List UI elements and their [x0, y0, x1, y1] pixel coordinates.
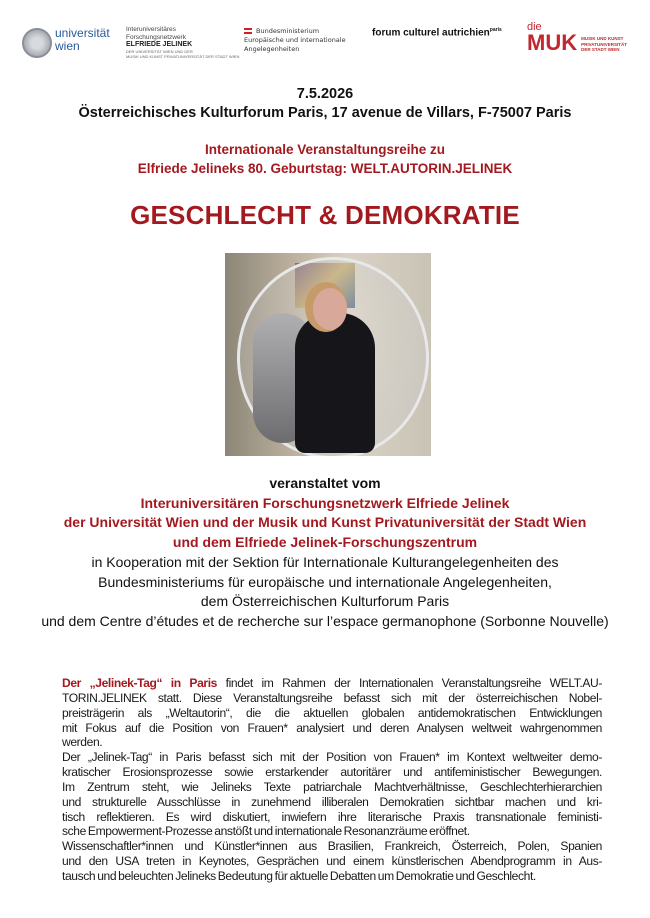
text-line: Der „Jelinek-Tag“ in Paris befasst sich mit der Position von Frauen* im Kontext weltweiter demo- — [62, 750, 602, 765]
logo-text: Angelegenheiten — [244, 45, 300, 53]
logo-text: Bundesministerium — [256, 27, 320, 35]
text-line: sche Empowerment-Prozesse anstößt und internationale Resonanzräume eröffnet. — [62, 824, 470, 839]
description — [62, 676, 602, 884]
logo-forschungsnetzwerk — [126, 26, 239, 59]
series-subtitle — [0, 141, 650, 178]
text-line — [62, 676, 602, 691]
text-line: und den USA treten in Keynotes, Gesprächen und einem künstlerischen Abendprogramm in Aus- — [62, 854, 602, 869]
logo-text: Europäische und internationale — [244, 36, 346, 44]
logo-text: ELFRIEDE JELINEK — [126, 41, 193, 48]
text-line: mit Fokus auf die Position von Frauen* analysiert und deren Analysen weltweit wahrgenommen — [62, 720, 602, 735]
text-line: werden. — [62, 735, 103, 750]
logo-text: DER UNIVERSITÄT WIEN UND DER — [126, 48, 193, 54]
text-line: preisträgerin als „Weltautorin“, die die aktuellen globalen antidemokratischen Entwicklungen — [62, 705, 602, 720]
lead-text: Der „Jelinek-Tag“ in Paris — [62, 676, 217, 690]
austrian-flag-icon — [244, 28, 252, 34]
series-line: Internationale Veranstaltungsreihe zu — [204, 142, 446, 157]
logo-universitaet-wien — [55, 27, 121, 53]
cooperation-line: Bundesministeriums für europäische und internationale Angelegenheiten, — [98, 573, 552, 590]
logo-bar — [0, 22, 650, 66]
logo-text: MUK — [527, 30, 578, 55]
text-line: Wissenschaftler*innen und Künstler*innen aus Brasilien, Frankreich, Österreich, Polen, Spanien — [62, 839, 602, 854]
figure-body — [295, 313, 375, 453]
page-title: GESCHLECHT & DEMOKRATIE — [130, 200, 520, 230]
logo-text: forum culturel autrichien — [372, 27, 490, 39]
series-line: Elfriede Jelineks 80. Geburtstag: WELT.AUTORIN.JELINEK — [137, 160, 513, 176]
logo-text: PRIVATUNIVERSITÄT — [581, 41, 627, 47]
organizer-line: Interuniversitären Forschungsnetzwerk Elfriede Jelinek — [140, 494, 510, 511]
cooperation-line: in Kooperation mit der Sektion für Internationale Kulturangelegenheiten des — [91, 553, 559, 570]
text-line: kratischer Erosionsprozesse sowie erstarkender autoritärer und antifeministischer Bewegungen. — [62, 765, 602, 780]
logo-text: MUSIK UND KUNST PRIVATUNIVERSITÄT DER STADT WIEN — [126, 53, 240, 59]
text-line: tausch und beleuchten Jelineks Bedeutung für aktuelle Debatten um Demokratie und Geschlecht. — [62, 868, 536, 883]
text-fragment: findet im Rahmen der Internationalen Veranstaltungsreihe WELT.AU- — [217, 676, 602, 690]
logo-text: die — [527, 21, 542, 33]
logo-text: MUSIK UND KUNST — [581, 36, 624, 41]
cooperation-line: und dem Centre d’études et de recherche sur l’espace germanophone (Sorbonne Nouvelle) — [41, 612, 609, 629]
logo-text: paris — [489, 27, 502, 33]
event-date: 7.5.2026 — [296, 86, 354, 102]
logo-subtext — [581, 36, 627, 53]
organizer-line: und dem Elfriede Jelinek-Forschungszentrum — [172, 534, 478, 551]
cooperation-line: dem Österreichischen Kulturforum Paris — [200, 593, 450, 610]
logo-forum-culturel — [372, 27, 502, 38]
organizers — [0, 474, 650, 632]
organizers-intro: veranstaltet vom — [269, 475, 381, 491]
university-seal-icon — [22, 28, 52, 58]
logo-text: Forschungsnetzwerk — [126, 33, 186, 41]
text-line: Im Zentrum steht, wie Jelineks Texte patriarchale Machtverhältnisse, Geschlechterhierarchien — [62, 779, 602, 794]
logo-text: universität wien — [55, 26, 110, 53]
text-line: und strukturelle Ausschlüsse in zunehmend illiberalen Demokratien sichtbar machen und kri- — [62, 794, 602, 809]
logo-text: Interuniversitäres — [126, 26, 176, 33]
logo-ministerium — [244, 27, 346, 54]
organizer-line: der Universität Wien und der Musik und Kunst Privatuniversität der Stadt Wien — [63, 514, 587, 531]
portrait-photo — [225, 253, 431, 456]
figure-head — [313, 288, 347, 330]
event-venue: Österreichisches Kulturforum Paris, 17 avenue de Villars, F-75007 Paris — [78, 105, 572, 121]
event-info — [0, 85, 650, 123]
text-line: tisch reflektieren. Es wird diskutiert, inwiefern ihre literarische Praxis transnationale feministi- — [62, 809, 602, 824]
logo-muk — [527, 22, 627, 55]
text-line: TORIN.JELINEK statt. Diese Veranstaltungsreihe befasst sich mit der österreichischen Nobel- — [62, 690, 602, 705]
logo-text: DER STADT WIEN — [581, 47, 620, 52]
